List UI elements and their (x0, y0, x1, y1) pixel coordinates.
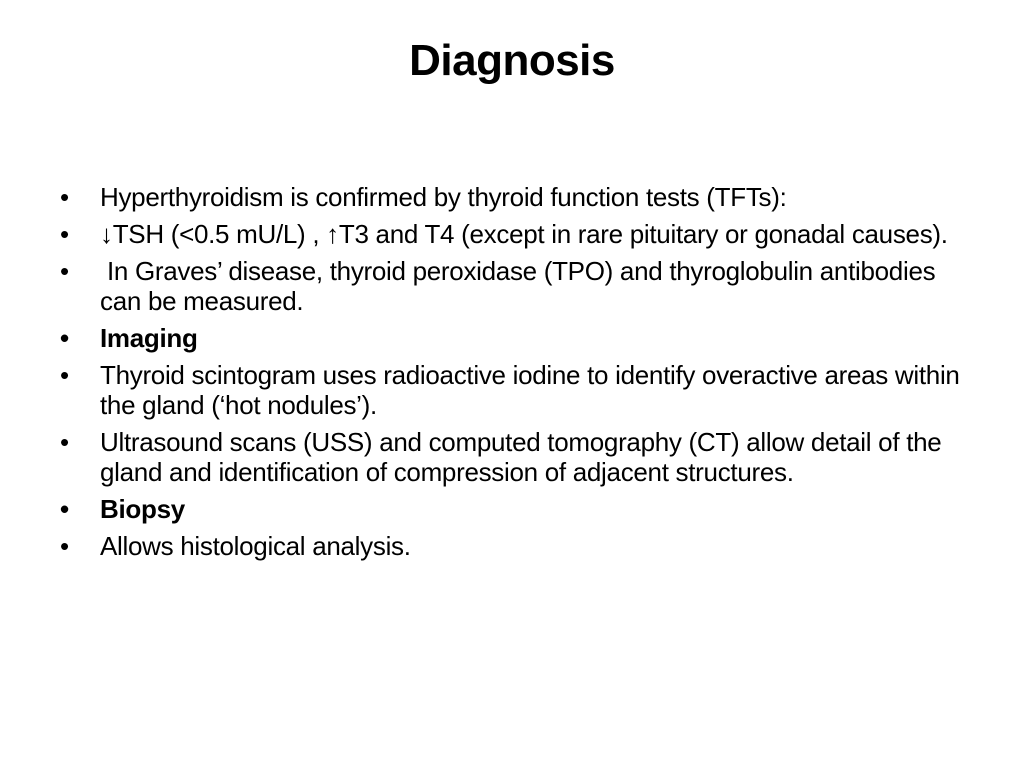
bullet-item: • Allows histological analysis. (60, 531, 970, 561)
bullet-heading-imaging: • Imaging (60, 323, 970, 353)
bullet-item: • ↓TSH (<0.5 mU/L) , ↑T3 and T4 (except in rare pituitary or gonadal causes). (60, 219, 970, 249)
bullet-list (60, 182, 970, 568)
bullet-item: • Ultrasound scans (USS) and computed tomography (CT) allow detail of the gland and identification of compression of adjacent structures. (60, 427, 970, 487)
bullet-heading-biopsy: • Biopsy (60, 494, 970, 524)
slide-title: Diagnosis (409, 36, 615, 85)
bullet-item: • In Graves’ disease, thyroid peroxidase (TPO) and thyroglobulin antibodies can be measured. (60, 256, 970, 316)
bullet-item: • Thyroid scintogram uses radioactive iodine to identify overactive areas within the gland (‘hot nodules’). (60, 360, 970, 420)
bullet-item: • Hyperthyroidism is confirmed by thyroid function tests (TFTs): (60, 182, 970, 212)
